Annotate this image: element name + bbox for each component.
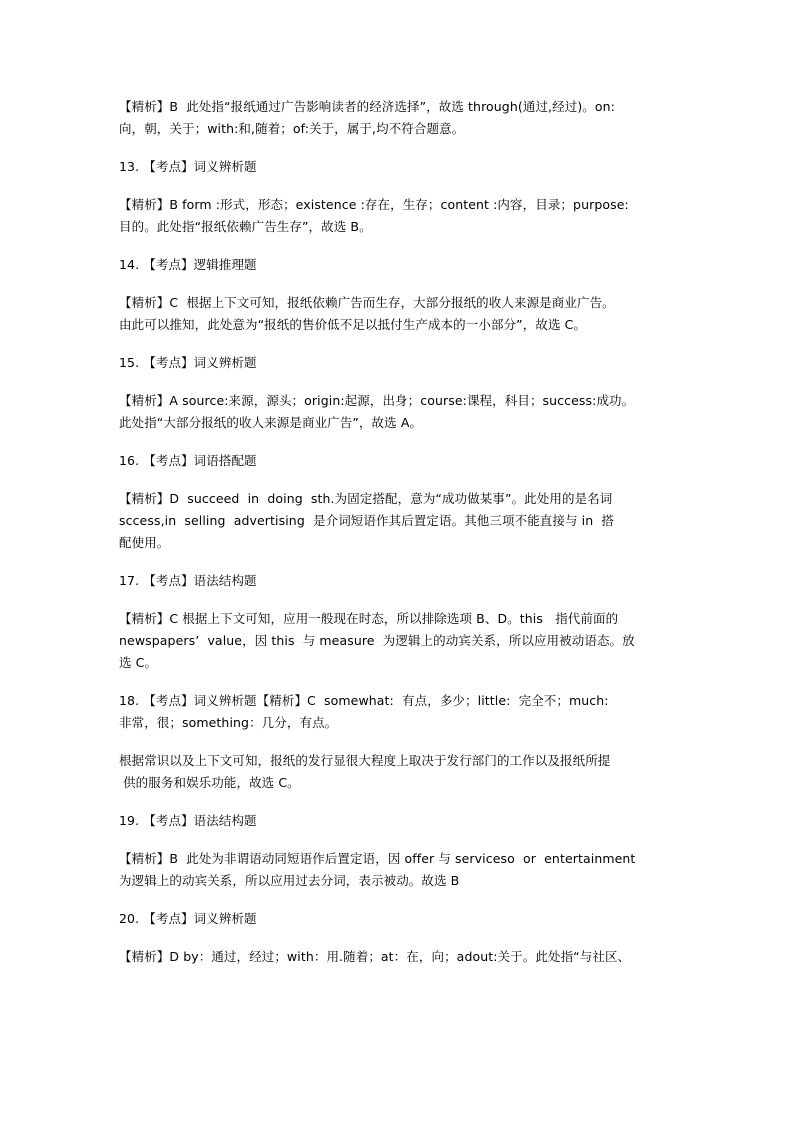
question-heading (119, 254, 685, 276)
text-line: 【精析】B 此处为非谓语动同短语作后置定语，因 offer 与 serviceso or entertainment (119, 851, 636, 866)
paragraph-gap (119, 276, 685, 292)
paragraph-gap (119, 554, 685, 570)
document-page (119, 96, 685, 968)
text-line: 向，朝，关于；with:和,随着；of:关于，属于,均不符合题意。 (119, 121, 465, 136)
text-line: 配使用。 (119, 535, 170, 550)
paragraph-gap (119, 434, 685, 450)
text-line: 18. 【考点】词义辨析题【精析】C somewhat: 有点，多少；little: 完全不；much: (119, 693, 609, 708)
text-line: 【精析】B form :形式，形态；existence :存在，生存；content :内容，目录；purpose: (119, 197, 629, 212)
analysis-paragraph (119, 608, 685, 674)
text-line: 16. 【考点】词语搭配题 (119, 453, 257, 468)
analysis-paragraph (119, 848, 685, 892)
question-heading (119, 690, 685, 734)
text-line: 【精析】C 根据上下文可知，报纸依赖广告而生存，大部分报纸的收人来源是商业广告。 (119, 295, 615, 310)
analysis-paragraph (119, 750, 685, 794)
question-heading (119, 810, 685, 832)
text-line: 非常，很；something：几分，有点。 (119, 715, 338, 730)
text-line: 【精析】A source:来源，源头；origin:起源，出身；course:课程，科目；success:成功。 (119, 393, 635, 408)
text-line: 【精析】C 根据上下文可知，应用一般现在时态，所以排除选项 B、D。this 指代前面的 (119, 611, 619, 626)
paragraph-gap (119, 674, 685, 690)
text-line: 由此可以推知，此处意为“报纸的售价低不足以抵付生产成本的一小部分”，故选 C。 (119, 317, 587, 332)
paragraph-gap (119, 794, 685, 810)
paragraph-gap (119, 238, 685, 254)
analysis-paragraph (119, 390, 685, 434)
text-line: 此处指“大部分报纸的收人来源是商业广告”，故选 A。 (119, 415, 423, 430)
paragraph-gap (119, 472, 685, 488)
text-line: 供的服务和娱乐功能，故选 C。 (119, 775, 300, 790)
text-line: 20. 【考点】词义辨析题 (119, 911, 257, 926)
analysis-paragraph (119, 292, 685, 336)
paragraph-gap (119, 336, 685, 352)
text-line: 为逻辑上的动宾关系，所以应用过去分词，表示被动。故选 B (119, 873, 460, 888)
paragraph-gap (119, 734, 685, 750)
text-line: 【精析】B 此处指“报纸通过广告影响读者的经济选择”，故选 through(通过,经过)。on: (119, 99, 615, 114)
question-heading (119, 908, 685, 930)
question-heading (119, 352, 685, 374)
paragraph-gap (119, 832, 685, 848)
text-line: 根据常识以及上下文可知，报纸的发行显很大程度上取决于发行部门的工作以及报纸所提 (119, 753, 611, 768)
paragraph-gap (119, 930, 685, 946)
text-line: 目的。此处指“报纸依赖广告生存”，故选 B。 (119, 219, 372, 234)
text-line: 19. 【考点】语法结构题 (119, 813, 257, 828)
text-line: 17. 【考点】语法结构题 (119, 573, 257, 588)
text-line: 【精析】D by：通过，经过；with：用.随着；at：在，向；adout:关于。此处指“与社区、 (119, 949, 631, 964)
question-heading (119, 450, 685, 472)
paragraph-gap (119, 592, 685, 608)
paragraph-gap (119, 892, 685, 908)
text-line: 14. 【考点】逻辑推理题 (119, 257, 257, 272)
text-line: 选 C。 (119, 655, 158, 670)
text-line: 【精析】D succeed in doing sth.为固定搭配，意为“成功做某事”。此处用的是名词 (119, 491, 613, 506)
text-line: sccess,in selling advertising 是介词短语作其后置定语。其他三项不能直接与 in 搭 (119, 513, 615, 528)
analysis-paragraph (119, 946, 685, 968)
question-heading (119, 156, 685, 178)
paragraph-gap (119, 178, 685, 194)
analysis-paragraph (119, 194, 685, 238)
text-line: newspapers’ value，因 this 与 measure 为逻辑上的动宾关系，所以应用被动语态。放 (119, 633, 635, 648)
paragraph-gap (119, 140, 685, 156)
text-line: 13. 【考点】词义辨析题 (119, 159, 257, 174)
analysis-paragraph (119, 96, 685, 140)
paragraph-gap (119, 374, 685, 390)
analysis-paragraph (119, 488, 685, 554)
text-line: 15. 【考点】词义辨析题 (119, 355, 257, 370)
question-heading (119, 570, 685, 592)
